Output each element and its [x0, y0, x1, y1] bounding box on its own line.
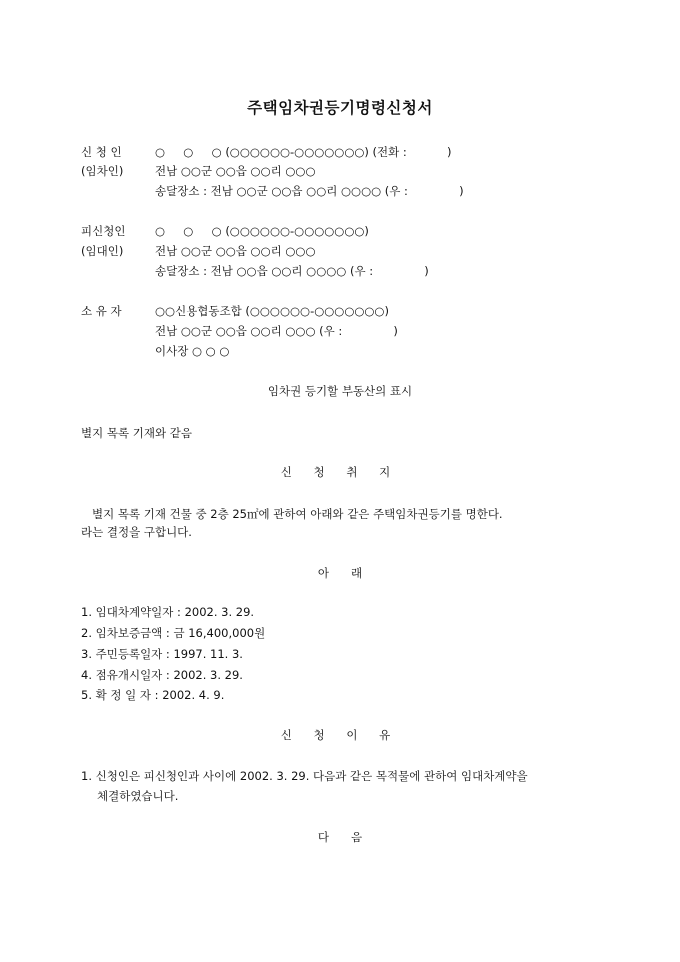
list-item: 4. 점유개시일자 : 2002. 3. 29. — [81, 668, 243, 682]
below-heading: 아 래 — [317, 566, 363, 580]
applicant-delivery: 송달장소 : 전남 ○○군 ○○읍 ○○리 ○○○○ (우 : ) — [155, 184, 464, 198]
respondent-delivery: 송달장소 : 전남 ○○읍 ○○리 ○○○○ (우 : ) — [155, 264, 429, 278]
purpose-line-1: 별지 목록 기재 건물 중 2층 25㎡에 관하여 아래와 같은 주택임차권등기를 명한다. — [92, 507, 503, 521]
list-item: 5. 확 정 일 자 : 2002. 4. 9. — [81, 688, 225, 702]
respondent-name-line: ○ ○ ○ (○○○○○○-○○○○○○○) — [155, 224, 369, 238]
respondent-role: (임대인) — [81, 244, 124, 258]
applicant-label: 신 청 인 — [81, 145, 122, 159]
owner-address: 전남 ○○군 ○○읍 ○○리 ○○○ (우 : ) — [155, 324, 398, 338]
reason-line-1: 1. 신청인은 피신청인과 사이에 2002. 3. 29. 다음과 같은 목적물에 관하여 임대차계약을 — [81, 769, 528, 783]
property-text: 별지 목록 기재와 같음 — [81, 426, 192, 440]
reason-heading: 신 청 이 유 — [280, 728, 400, 742]
respondent-address: 전남 ○○군 ○○읍 ○○리 ○○○ — [155, 244, 316, 258]
document-title: 주택임차권등기명령신청서 — [247, 99, 433, 117]
owner-label: 소 유 자 — [81, 304, 122, 318]
property-heading: 임차권 등기할 부동산의 표시 — [267, 384, 413, 398]
respondent-label: 피신청인 — [81, 224, 126, 238]
list-item: 1. 임대차계약일자 : 2002. 3. 29. — [81, 605, 255, 619]
list-item: 2. 임차보증금액 : 금 16,400,000원 — [81, 626, 266, 640]
purpose-heading: 신 청 취 지 — [280, 465, 400, 479]
applicant-name-line: ○ ○ ○ (○○○○○○-○○○○○○○) (전화 : ) — [155, 145, 452, 159]
list-item: 3. 주민등록일자 : 1997. 11. 3. — [81, 647, 243, 661]
owner-name-line: ○○신용협동조합 (○○○○○○-○○○○○○○) — [155, 304, 389, 318]
applicant-role: (임차인) — [81, 164, 124, 178]
owner-representative: 이사장 ○ ○ ○ — [155, 344, 230, 358]
next-heading: 다 음 — [317, 830, 363, 844]
reason-line-2: 체결하였습니다. — [97, 789, 179, 803]
purpose-line-2: 라는 결정을 구합니다. — [81, 525, 192, 539]
applicant-address: 전남 ○○군 ○○읍 ○○리 ○○○ — [155, 164, 316, 178]
